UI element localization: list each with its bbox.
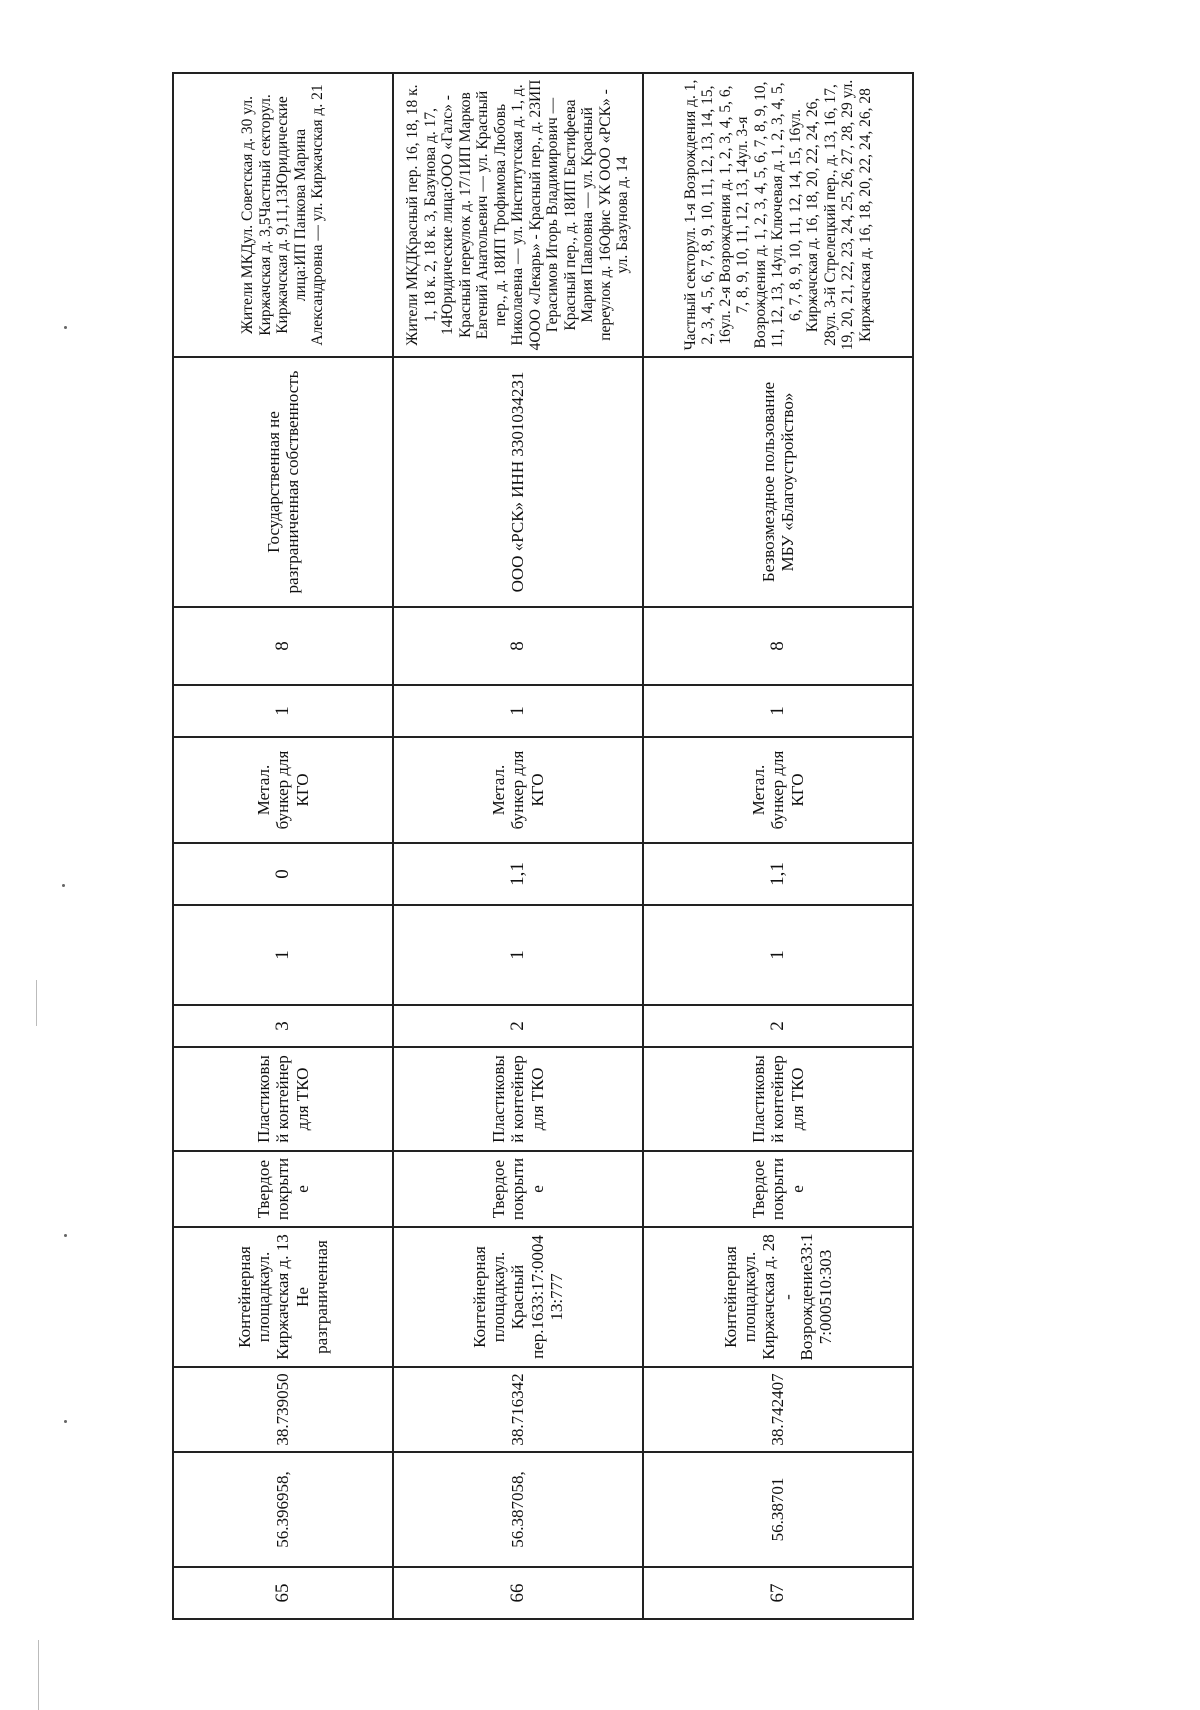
- scan-speck: [62, 884, 65, 887]
- bunker-volume: 8: [393, 607, 643, 685]
- longitude: 38.742407: [643, 1367, 913, 1452]
- owner: Безвозмездное пользование МБУ «Благоустройство»: [643, 357, 913, 607]
- container-count: 3: [173, 1005, 393, 1047]
- table-row: [393, 73, 643, 1619]
- container-sites-table: [172, 72, 914, 1620]
- container-type: Пластиковый контейнер для ТКО: [393, 1047, 643, 1151]
- bunker-type: Метал. бункер для КГО: [393, 737, 643, 843]
- site-location: Контейнерная площадкаул. Киржачская д. 28 - Возрождение33:17:000510:303: [643, 1227, 913, 1367]
- scan-speck: [64, 1234, 67, 1237]
- surface-type: Твердое покрытие: [643, 1151, 913, 1227]
- bunker-type: Метал. бункер для КГО: [643, 737, 913, 843]
- container-count: 2: [393, 1005, 643, 1047]
- bunker-count: 1: [393, 685, 643, 737]
- container-volume: 0: [173, 843, 393, 905]
- surface-type: Твердое покрытие: [173, 1151, 393, 1227]
- bunker-type: Метал. бункер для КГО: [173, 737, 393, 843]
- column-value: 1: [643, 905, 913, 1005]
- bunker-count: 1: [173, 685, 393, 737]
- scan-edge-mark: [36, 980, 37, 1026]
- scan-speck: [64, 1420, 67, 1423]
- column-value: 1: [173, 905, 393, 1005]
- row-number: 65: [173, 1567, 393, 1619]
- table-row: [643, 73, 913, 1619]
- bunker-volume: 8: [643, 607, 913, 685]
- scan-speck: [64, 326, 67, 329]
- table-row: [173, 73, 393, 1619]
- bunker-volume: 8: [173, 607, 393, 685]
- container-type: Пластиковый контейнер для ТКО: [643, 1047, 913, 1151]
- owner: Государственная не разграниченная собственность: [173, 357, 393, 607]
- latitude: 56.387058,: [393, 1452, 643, 1567]
- container-volume: 1,1: [393, 843, 643, 905]
- surface-type: Твердое покрытие: [393, 1151, 643, 1227]
- rotated-table-wrapper: [172, 74, 912, 1620]
- latitude: 56.38701: [643, 1452, 913, 1567]
- site-location: Контейнерная площадкаул. Киржачская д. 13 Не разграниченная: [173, 1227, 393, 1367]
- row-number: 66: [393, 1567, 643, 1619]
- container-type: Пластиковый контейнер для ТКО: [173, 1047, 393, 1151]
- longitude: 38.716342: [393, 1367, 643, 1452]
- scan-edge-mark: [38, 1640, 39, 1710]
- longitude: 38.739050: [173, 1367, 393, 1452]
- latitude: 56.396958,: [173, 1452, 393, 1567]
- container-count: 2: [643, 1005, 913, 1047]
- owner: ООО «РСК» ИНН 3301034231: [393, 357, 643, 607]
- site-location: Контейнерная площадкаул. Красный пер.1633:17:0004 13:777: [393, 1227, 643, 1367]
- column-value: 1: [393, 905, 643, 1005]
- container-volume: 1,1: [643, 843, 913, 905]
- bunker-count: 1: [643, 685, 913, 737]
- waste-sources: Частный секторул. 1-я Возрождения д. 1, 2, 3, 4, 5, 6, 7, 8, 9, 10, 11, 12, 13, 14, 15, 16ул. 2-я Возрождения д. 1, 2, 3, 4, 5, 6, 7, 8, 9, 10, 11, 12, 13, 14ул. 3-я Возрождения д. 1, 2, 3, 4, 5, 6, 7, 8, 9, 10, 11, 12, 13, 14ул. Ключевая д. 1, 2, 3, 4, 5, 6, 7, 8, 9, 10, 11, 12, 14, 15, 16ул. Киржачская д. 16, 18, 20, 22, 24, 26, 28ул. 3-й Стрелецкий пер., д. 13, 16, 17, 19, 20, 21, 22, 23, 24, 25, 26, 27, 28, 29 ул. Киржачская д. 16, 18, 20, 22, 24, 26, 28: [643, 73, 913, 357]
- waste-sources: Жители МКДул. Советская д. 30 ул. Киржачская д. 3,5Частный секторул. Киржачская д. 9,11,13Юридические лица:ИП Панкова Марина Александровна — ул. Киржачская д. 21: [173, 73, 393, 357]
- waste-sources: Жители МКДКрасный пер. 16, 18, 18 к. 1, 18 к. 2, 18 к. 3, Базунова д. 17, 14Юридические лица:ООО «Галс» - Красный переулок д. 17/1ИП Марков Евгений Анатольевич — ул. Красный пер., д. 18ИП Трофимова Любовь Николаевна — ул. Институтская д. 1, д. 4ООО «Лекарь» - Красный пер., д. 23ИП Герасимов Игорь Владимирович — Красный пер., д. 18ИП Евстифеева Мария Павловна — ул. Красный переулок д. 16Офис УК ООО «РСК» - ул. Базунова д. 14: [393, 73, 643, 357]
- row-number: 67: [643, 1567, 913, 1619]
